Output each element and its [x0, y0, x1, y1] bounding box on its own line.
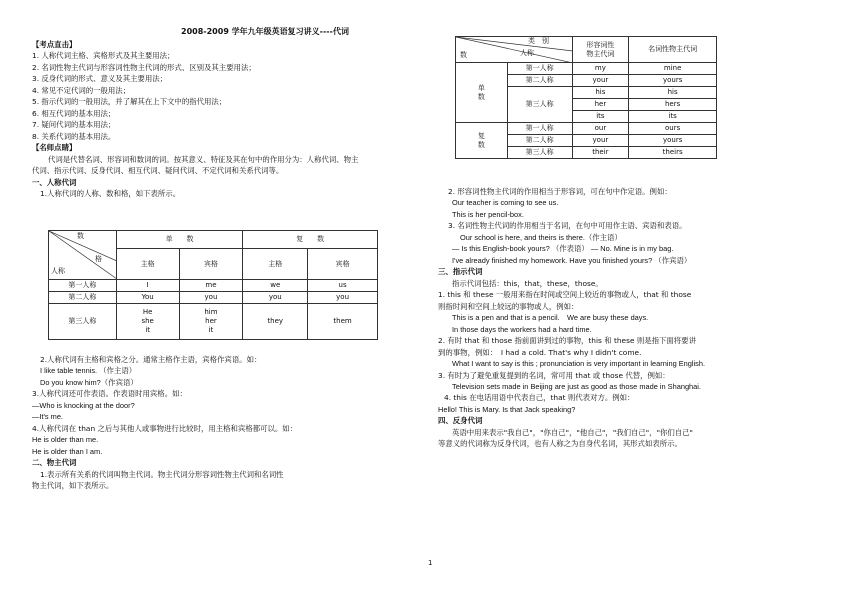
- paragraph: 2.人称代词有主格和宾格之分。通常主格作主语，宾格作宾语。如：: [40, 355, 262, 364]
- cell-person: 第一人称: [507, 123, 572, 135]
- paragraph: 2. 有时 that 和 those 指前面讲到过的事物，this 和 these 则是指下面将要讲: [438, 336, 696, 346]
- example: In those days the workers had a hard time.: [452, 324, 592, 334]
- cell-person: 第二人称: [507, 75, 572, 87]
- section-heading: 一、人称代词: [32, 177, 77, 187]
- diag-label-person: 人称: [520, 49, 534, 57]
- cell: your: [572, 75, 629, 87]
- kaodian-item: 7. 疑问代词的基本用法；: [32, 120, 116, 130]
- cell-line: him: [204, 308, 218, 317]
- header-line: 物主代词: [586, 49, 615, 58]
- example: I like table tennis. （作主语）: [40, 366, 137, 376]
- kaodian-item: 1. 人称代词主格、宾格形式及其主要用法；: [32, 51, 175, 61]
- paragraph: 4.人称代词在 than 之后与其他人或事物进行比较时，用主格和宾格都可以。如：: [32, 423, 298, 433]
- example: Do you know him?（作宾语）: [40, 377, 138, 387]
- cell: theirs: [629, 147, 717, 159]
- table-diagonal-header: [456, 37, 573, 63]
- example: Hello! This is Mary. Is that Jack speaking?: [438, 404, 576, 414]
- example: He is older than me.: [32, 435, 99, 445]
- cell-person: 第二人称: [507, 135, 572, 147]
- cell: you: [243, 292, 308, 304]
- cell: your: [572, 135, 629, 147]
- paragraph: 等意义的代词称为反身代词，也有人称之为自身代名词，其形式如表所示。: [438, 439, 682, 449]
- kaodian-item: 8. 关系代词的基本用法。: [32, 131, 116, 141]
- cell-person: 第三人称: [507, 147, 572, 159]
- group-line: 数: [477, 140, 485, 149]
- intro-line: 代词是代替名词、形容词和数词的词。按其意义、特征及其在句中的作用分为：人称代词、物主: [48, 154, 359, 164]
- cell: its: [629, 111, 717, 123]
- paragraph: 1.表示所有关系的代词叫物主代词。物主代词分形容词性物主代词和名词性: [40, 469, 284, 479]
- cell: I: [116, 280, 179, 292]
- diag-label-category: 类 别: [528, 37, 549, 45]
- cell: our: [572, 123, 629, 135]
- group-singular: [456, 63, 508, 123]
- header-singular: 单 数: [116, 231, 243, 249]
- cell-line: it: [145, 325, 151, 334]
- paragraph: 指示代词包括：this，that，these，those。: [452, 278, 603, 288]
- cell-line: it: [208, 325, 214, 334]
- cell: [179, 304, 243, 340]
- example: Our school is here, and theirs is there.（作主语）: [460, 232, 622, 242]
- cell: you: [179, 292, 243, 304]
- cell: [116, 304, 179, 340]
- cell: them: [308, 304, 378, 340]
- cell-line: her: [205, 317, 217, 326]
- kaodian-item: 6. 相互代词的基本用法；: [32, 108, 116, 118]
- example: —It's me.: [32, 412, 63, 422]
- cell-person: 第一人称: [507, 63, 572, 75]
- header-noun: 名词性物主代词: [629, 37, 717, 63]
- group-line: 单: [477, 83, 485, 92]
- cell-line: He: [142, 308, 153, 317]
- group-line: 复: [477, 131, 485, 140]
- paragraph: 1. this 和 these 一般用来指在时间或空间上较近的事物或人，that 和 those: [438, 290, 692, 300]
- diag-label-number: 数: [460, 51, 467, 59]
- cell: You: [116, 292, 179, 304]
- cell: her: [572, 99, 629, 111]
- header-plural: 复 数: [243, 231, 378, 249]
- example: This is her pencil-box.: [452, 209, 524, 219]
- cell: my: [572, 63, 629, 75]
- paragraph: 3.人称代词还可作表语。作表语时用宾格。如：: [32, 389, 187, 399]
- cell: me: [179, 280, 243, 292]
- paragraph: 1.人称代词的人称、数和格，如下表所示。: [40, 189, 181, 199]
- header-nom: 主格: [116, 249, 179, 280]
- cell: us: [308, 280, 378, 292]
- cell: you: [308, 292, 378, 304]
- cell: ours: [629, 123, 717, 135]
- kaodian-item: 4. 常见不定代词的一般用法；: [32, 85, 131, 95]
- cell-person: 第二人称: [49, 292, 117, 304]
- diag-label-person: 人称: [51, 267, 65, 275]
- diag-label-number: 数: [77, 232, 84, 240]
- paragraph: 英语中用来表示"我自己"，"你自己"，"他自己"，"我们自己"，"你们自己": [452, 427, 693, 437]
- section-heading: 四、反身代词: [438, 416, 483, 426]
- diagonal-lines: [456, 37, 573, 63]
- paragraph: 物主代词，如下表所示。: [32, 481, 114, 491]
- cell: they: [243, 304, 308, 340]
- paragraph: 3. 有时为了避免重复提到的名词，常可用 that 或 those 代替，例如：: [438, 370, 670, 380]
- paragraph: 3. 名词性物主代词的作用相当于名词，在句中可用作主语、宾语和表语。: [448, 221, 687, 231]
- cell-person: 第一人称: [49, 280, 117, 292]
- intro-line: 代词、指示代词、反身代词、相互代词、疑问代词、不定代词和关系代词等。: [32, 166, 284, 176]
- cell: his: [629, 87, 717, 99]
- page-title: 2008-2009 学年九年级英语复习讲义----代词: [181, 27, 349, 36]
- paragraph: 2. 形容词性物主代词的作用相当于形容词，可在句中作定语。例如：: [448, 187, 672, 196]
- cell-line: she: [141, 317, 154, 326]
- example: Television sets made in Beijing are just as good as those made in Shanghai.: [452, 381, 701, 391]
- group-line: 数: [477, 92, 485, 101]
- header-adj: [572, 37, 629, 63]
- header-nom: 主格: [243, 249, 308, 280]
- personal-pronoun-table: [48, 230, 378, 340]
- example: I've already finished my homework. Have you finished yours? （作宾语）: [452, 255, 692, 265]
- cell: hers: [629, 99, 717, 111]
- diag-label-case: 格: [95, 255, 102, 263]
- paragraph: 到的事物，例如： I had a cold. That's why I didn't come.: [438, 347, 642, 357]
- cell-person: 第三人称: [507, 87, 572, 123]
- cell: yours: [629, 135, 717, 147]
- header-line: 形容词性: [586, 40, 615, 49]
- group-plural: [456, 123, 508, 159]
- kaodian-heading: 【考点直击】: [32, 40, 77, 49]
- example: —Who is knocking at the door?: [32, 400, 135, 410]
- kaodian-item: 2. 名词性物主代词与形容词性物主代词的形式、区别及其主要用法；: [32, 62, 256, 72]
- cell: its: [572, 111, 629, 123]
- kaodian-item: 3. 反身代词的形式、意义及其主要用法；: [32, 74, 168, 84]
- example: What I want to say is this ; pronunciation is very important in learning English.: [452, 359, 706, 369]
- cell: we: [243, 280, 308, 292]
- kaodian-item: 5. 指示代词的一般用法，并了解其在上下文中的指代用法；: [32, 97, 227, 107]
- example: — Is this English-book yours? （作表语） — No. Mine is in my bag.: [452, 244, 674, 254]
- example: He is older than I am.: [32, 446, 103, 456]
- cell-person: 第三人称: [49, 304, 117, 340]
- section-heading: 三、指示代词: [438, 267, 483, 277]
- paragraph: 则指时间和空间上较远的事物或人，例如：: [438, 301, 579, 311]
- mingshi-heading: 【名师点睛】: [32, 143, 77, 153]
- example: This is a pen and that is a pencil. We are busy these days.: [452, 313, 649, 323]
- cell: mine: [629, 63, 717, 75]
- page-number: 1: [428, 559, 433, 567]
- cell: his: [572, 87, 629, 99]
- paragraph: 4. this 在电话用语中代表自己，that 则代表对方。例如：: [444, 393, 635, 403]
- header-obj: 宾格: [308, 249, 378, 280]
- header-obj: 宾格: [179, 249, 243, 280]
- table-diagonal-header: [49, 231, 117, 280]
- possessive-pronoun-table: [455, 36, 717, 159]
- cell: yours: [629, 75, 717, 87]
- section-heading: 二、物主代词: [32, 458, 77, 468]
- cell: their: [572, 147, 629, 159]
- example: Our teacher is coming to see us.: [452, 198, 559, 208]
